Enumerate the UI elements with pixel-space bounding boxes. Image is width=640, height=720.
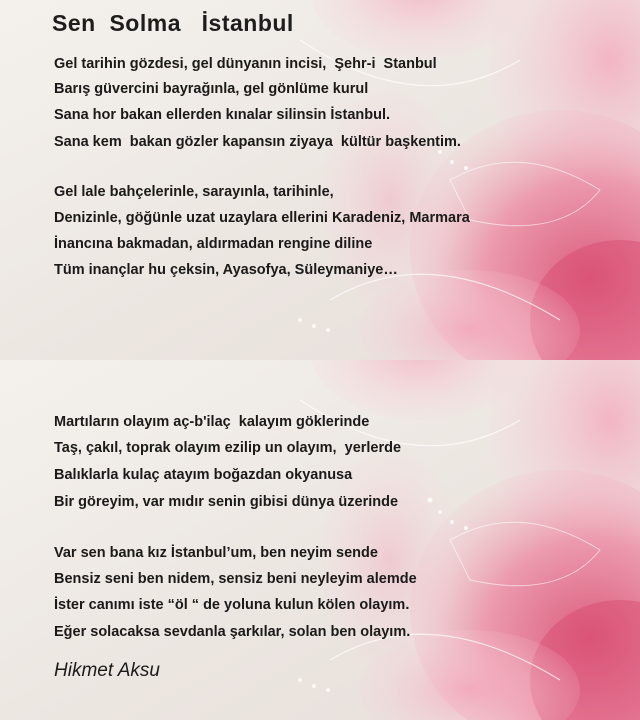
poem-line: Bensiz seni ben nidem, sensiz beni neyleyim alemde [54, 571, 417, 587]
poem-line: Sana kem bakan gözler kapansın ziyaya kültür başkentim. [54, 134, 461, 150]
poem-line: Eğer solacaksa sevdanla şarkılar, solan ben olayım. [54, 624, 411, 640]
poem-line: Balıklarla kulaç atayım boğazdan okyanusa [54, 467, 353, 483]
poem-title: Sen Solma İstanbul [52, 10, 294, 36]
poem-line: İster canımı iste “öl “ de yoluna kulun kölen olayım. [54, 597, 410, 613]
poem-line: Taş, çakıl, toprak olayım ezilip un olayım, yerlerde [54, 440, 402, 456]
poem-line: Barış güvercini bayrağınla, gel gönlüme kurul [54, 81, 369, 97]
poem-line: Gel tarihin gözdesi, gel dünyanın incisi, Şehr-i Stanbul [54, 56, 437, 72]
poem-panel-bottom [0, 360, 640, 720]
poem-line: Bir göreyim, var mıdır senin gibisi dünya üzerinde [54, 494, 399, 510]
poem-line: Denizinle, göğünle uzat uzaylara ellerini Karadeniz, Marmara [54, 210, 470, 226]
poem-line: Martıların olayım aç-b'ilaç kalayım göklerinde [54, 414, 370, 430]
poem-line: Gel lale bahçelerinle, sarayınla, tarihinle, [54, 184, 334, 200]
author-signature: Hikmet Aksu [54, 660, 160, 681]
poem-line: Var sen bana kız İstanbul’um, ben neyim sende [54, 545, 378, 561]
poem-line: Sana hor bakan ellerden kınalar silinsin İstanbul. [54, 107, 391, 123]
poem-line: Tüm inançlar hu çeksin, Ayasofya, Süleymaniye… [54, 262, 398, 278]
poem-line: İnancına bakmadan, aldırmadan rengine diline [54, 236, 373, 252]
